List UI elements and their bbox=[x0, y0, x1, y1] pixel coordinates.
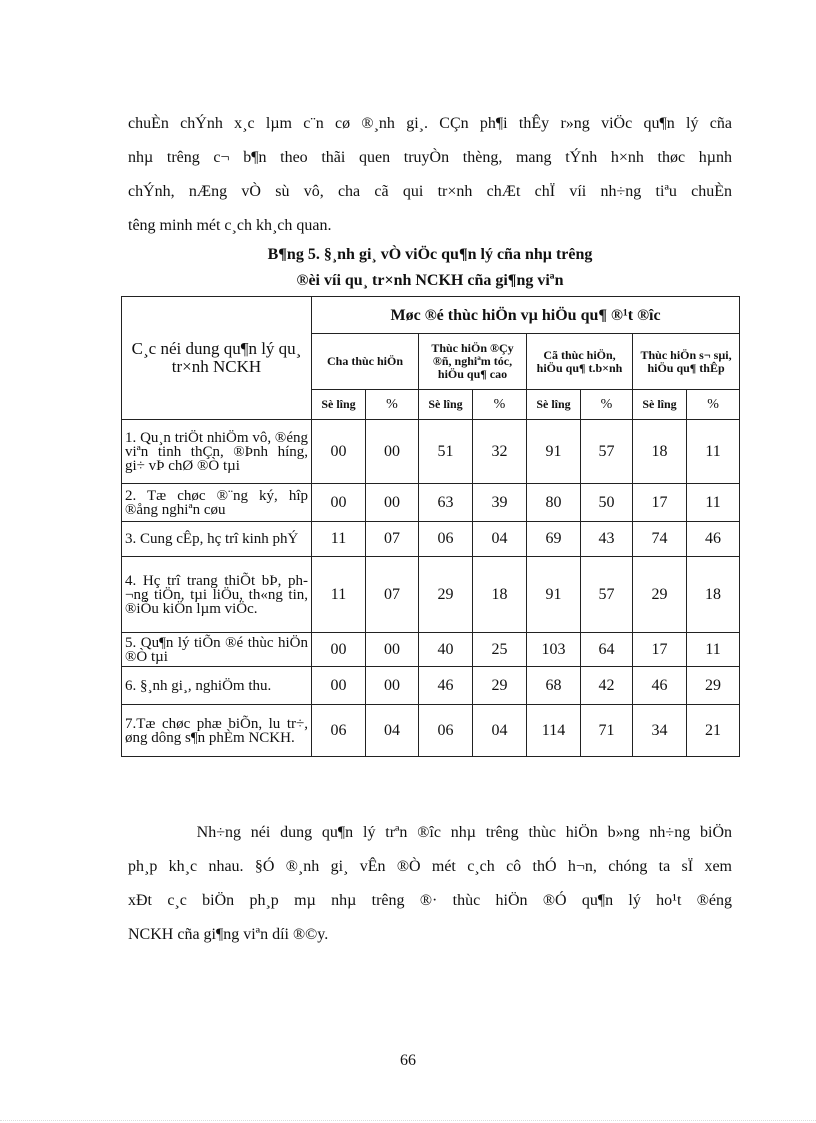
table-cell: 00 bbox=[366, 484, 419, 522]
table-cell: 57 bbox=[581, 420, 633, 484]
table-cell: 57 bbox=[581, 557, 633, 633]
text-line: NCKH cña gi¶ng viªn díi ®©y. bbox=[128, 926, 329, 943]
table-cell: 11 bbox=[687, 420, 740, 484]
table-cell: 00 bbox=[312, 667, 366, 705]
table-cell: 39 bbox=[473, 484, 527, 522]
row-label: 2. Tæ chøc ®¨ng ký, hîp ®ång nghiªn cøu bbox=[122, 484, 312, 522]
table-cell: 29 bbox=[473, 667, 527, 705]
text-line: chÝnh, nÆng vÒ sù vô, cha cã qui tr×nh chÆt chÏ víi nh÷ng tiªu chuÈn bbox=[128, 183, 732, 200]
table-cell: 07 bbox=[366, 557, 419, 633]
unit-count-header: Sè lîng bbox=[312, 390, 366, 420]
table-cell: 40 bbox=[419, 633, 473, 667]
table-cell: 46 bbox=[419, 667, 473, 705]
table-cell: 29 bbox=[687, 667, 740, 705]
table-row bbox=[122, 484, 740, 522]
table-cell: 91 bbox=[527, 557, 581, 633]
row-label: 6. §¸nh gi¸, nghiÖm thu. bbox=[122, 667, 312, 705]
table-cell: 21 bbox=[687, 705, 740, 757]
table-cell: 04 bbox=[473, 522, 527, 557]
table-cell: 71 bbox=[581, 705, 633, 757]
table-cell: 69 bbox=[527, 522, 581, 557]
unit-pct-header: % bbox=[473, 390, 527, 420]
unit-count-header: Sè lîng bbox=[633, 390, 687, 420]
table-row bbox=[122, 667, 740, 705]
table-cell: 00 bbox=[312, 420, 366, 484]
table-cell: 06 bbox=[419, 705, 473, 757]
paragraph-1 bbox=[128, 107, 732, 243]
table-cell: 63 bbox=[419, 484, 473, 522]
table-row bbox=[122, 705, 740, 757]
table-cell: 11 bbox=[687, 484, 740, 522]
table-row bbox=[122, 522, 740, 557]
level-header: Møc ®é thùc hiÖn vµ hiÖu qu¶ ®¹t ®îc bbox=[312, 297, 740, 334]
row-label: 4. Hç trî trang thiÕt bÞ, ph¬ng tiÖn, tµi liÖu, th«ng tin, ®iÒu kiÖn lµm viÖc. bbox=[122, 557, 312, 633]
table-cell: 00 bbox=[366, 420, 419, 484]
table-cell: 18 bbox=[473, 557, 527, 633]
table-cell: 103 bbox=[527, 633, 581, 667]
table-cell: 04 bbox=[473, 705, 527, 757]
table-cell: 50 bbox=[581, 484, 633, 522]
text-line: ph¸p kh¸c nhau. §Ó ®¸nh gi¸ vÊn ®Ò mét c¸ch cô thÓ h¬n, chóng ta sÏ xem bbox=[128, 858, 732, 875]
unit-pct-header: % bbox=[366, 390, 419, 420]
table-cell: 114 bbox=[527, 705, 581, 757]
text-line: xÐt c¸c biÖn ph¸p mµ nhµ trêng ®· thùc hiÖn ®Ó qu¶n lý ho¹t ®éng bbox=[128, 892, 732, 909]
table-cell: 29 bbox=[633, 557, 687, 633]
text-line: chuÈn chÝnh x¸c lµm c¨n cø ®¸nh gi¸. CÇn ph¶i thÊy r»ng viÖc qu¶n lý cña bbox=[128, 115, 732, 132]
paragraph-2 bbox=[128, 816, 732, 952]
table-body bbox=[122, 420, 740, 757]
table-cell: 07 bbox=[366, 522, 419, 557]
text-line: têng minh mét c¸ch kh¸ch quan. bbox=[128, 217, 332, 234]
evaluation-table bbox=[121, 296, 740, 757]
table-cell: 00 bbox=[312, 484, 366, 522]
row-label: 1. Qu¸n triÖt nhiÖm vô, ®éng viªn tinh thÇn, ®Þnh híng, gi÷ vÞ chØ ®Ò tµi bbox=[122, 420, 312, 484]
table-cell: 51 bbox=[419, 420, 473, 484]
table-cell: 46 bbox=[687, 522, 740, 557]
table-cell: 46 bbox=[633, 667, 687, 705]
table-row bbox=[122, 557, 740, 633]
table-row bbox=[122, 633, 740, 667]
table-cell: 06 bbox=[312, 705, 366, 757]
group-header: Thùc hiÖn s¬ sµi, hiÖu qu¶ thÊp bbox=[633, 334, 740, 390]
table-cell: 91 bbox=[527, 420, 581, 484]
table-cell: 00 bbox=[366, 667, 419, 705]
table-cell: 11 bbox=[312, 557, 366, 633]
table-cell: 17 bbox=[633, 633, 687, 667]
group-header: Thùc hiÖn ®Çy ®ñ, nghiªm tóc, hiÖu qu¶ cao bbox=[419, 334, 527, 390]
table-cell: 29 bbox=[419, 557, 473, 633]
table-cell: 00 bbox=[312, 633, 366, 667]
table-cell: 18 bbox=[687, 557, 740, 633]
table-cell: 32 bbox=[473, 420, 527, 484]
table-cell: 42 bbox=[581, 667, 633, 705]
table-cell: 11 bbox=[312, 522, 366, 557]
page-number: 66 bbox=[400, 1052, 416, 1069]
table-row bbox=[122, 420, 740, 484]
table-cell: 34 bbox=[633, 705, 687, 757]
table-cell: 43 bbox=[581, 522, 633, 557]
group-header: Cã thùc hiÖn, hiÖu qu¶ t.b×nh bbox=[527, 334, 633, 390]
table-cell: 64 bbox=[581, 633, 633, 667]
table-cell: 06 bbox=[419, 522, 473, 557]
group-header: Cha thùc hiÖn bbox=[312, 334, 419, 390]
row-label: 7.Tæ chøc phæ biÕn, lu tr÷, øng dông s¶n phÈm NCKH. bbox=[122, 705, 312, 757]
table-cell: 00 bbox=[366, 633, 419, 667]
table-cell: 04 bbox=[366, 705, 419, 757]
text-line: Nh÷ng néi dung qu¶n lý trªn ®îc nhµ trêng thùc hiÖn b»ng nh÷ng biÖn bbox=[128, 824, 732, 841]
table-cell: 17 bbox=[633, 484, 687, 522]
page-bottom-divider bbox=[0, 1120, 816, 1121]
table-cell: 11 bbox=[687, 633, 740, 667]
table-cell: 68 bbox=[527, 667, 581, 705]
row-label: 5. Qu¶n lý tiÕn ®é thùc hiÖn ®Ò tµi bbox=[122, 633, 312, 667]
content-column-header: C¸c néi dung qu¶n lý qu¸ tr×nh NCKH bbox=[122, 297, 312, 420]
table-cell: 74 bbox=[633, 522, 687, 557]
text-line: nhµ trêng c¬ b¶n theo thãi quen truyÒn thèng, mang tÝnh h×nh thøc hµnh bbox=[128, 149, 732, 166]
table-caption-line-1: B¶ng 5. §¸nh gi¸ vÒ viÖc qu¶n lý cña nhµ trêng bbox=[267, 246, 593, 263]
row-label: 3. Cung cÊp, hç trî kinh phÝ bbox=[122, 522, 312, 557]
table-caption-line-2: ®èi víi qu¸ tr×nh NCKH cña gi¶ng viªn bbox=[296, 272, 564, 289]
unit-count-header: Sè lîng bbox=[419, 390, 473, 420]
table-cell: 80 bbox=[527, 484, 581, 522]
unit-pct-header: % bbox=[581, 390, 633, 420]
table-cell: 25 bbox=[473, 633, 527, 667]
unit-pct-header: % bbox=[687, 390, 740, 420]
table-cell: 18 bbox=[633, 420, 687, 484]
unit-count-header: Sè lîng bbox=[527, 390, 581, 420]
